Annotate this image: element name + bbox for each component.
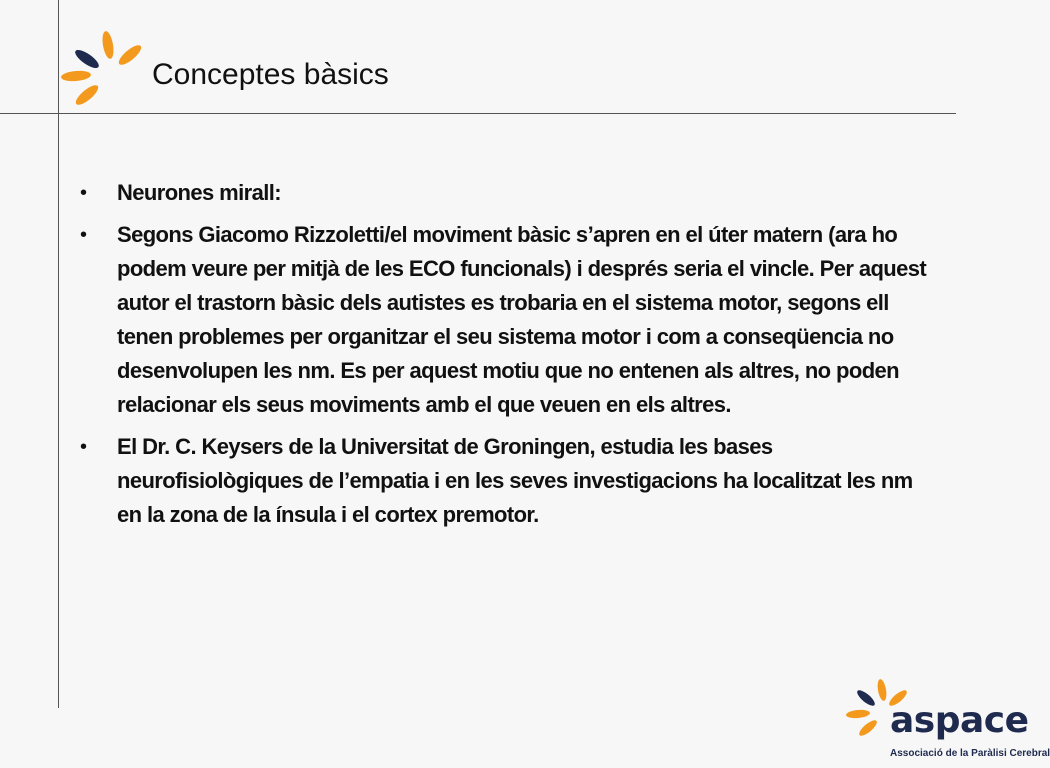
flower-icon (52, 25, 152, 115)
list-item (80, 176, 940, 210)
bullet-text: El Dr. C. Keysers de la Universitat de Groningen, estudia les bases neurofisiològiques de l’empatia i en les seves investigacions ha localitzat les nm en la zona de la ínsula i el cortex premotor. (117, 434, 913, 527)
bullet-marker: • (80, 182, 88, 204)
slide-title: Conceptes bàsics (152, 58, 389, 91)
logo-wordmark: aspace (890, 700, 1029, 741)
aspace-logo (844, 680, 1050, 768)
bullet-text: Segons Giacomo Rizzoletti/el moviment bàsic s’apren en el úter matern (ara ho podem veure per mitjà de les ECO funcionals) i després seria el vincle. Per aquest autor el trastorn bàsic dels autistes es trobaria en el sistema motor, segons ell tenen problemes per organitzar el seu sistema motor i com a conseqüencia no desenvolupen les nm. Es per aquest motiu que no entenen als altres, no poden relacionar els seus moviments amb el que veuen en els altres. (117, 222, 927, 417)
bullet-marker: • (80, 436, 88, 458)
logo-subtitle: Associació de la Paràlisi Cerebral (890, 748, 1050, 759)
bullet-marker: • (80, 224, 88, 246)
list-item (80, 430, 940, 532)
bullet-text: Neurones mirall: (117, 180, 282, 205)
bullet-list (80, 176, 940, 540)
list-item (80, 218, 940, 422)
